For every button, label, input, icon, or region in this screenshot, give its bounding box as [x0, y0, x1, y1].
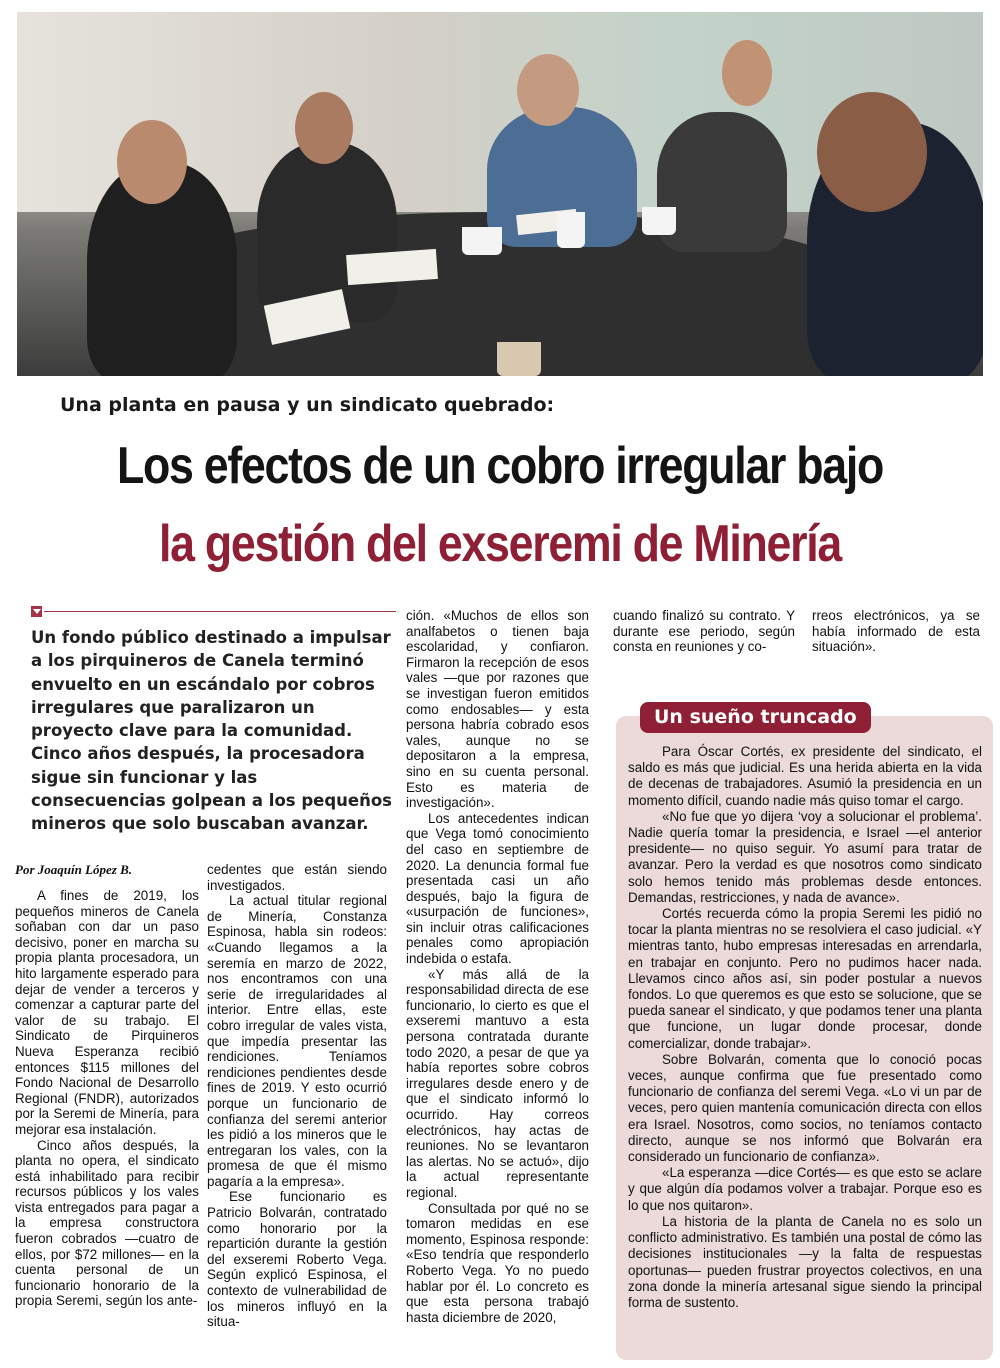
- body-paragraph: Ese funcionario es Patricio Bolvarán, contratado como honorario por la repartición durante la gestión del exseremi Roberto Vega. Según explicó Espinosa, el contexto de vulnerabilidad de los mineros influyó en la situa-: [207, 1189, 387, 1330]
- body-column-5: [812, 608, 980, 655]
- triangle-down-icon: [31, 606, 42, 617]
- sidebar-title: Un sueño truncado: [640, 702, 871, 733]
- body-paragraph: A fines de 2019, los pequeños mineros de Canela soñaban con dar un paso decisivo, poner en marcha su propia planta procesadora, un hito largamente esperado para dejar de vender a terceros y comenzar a capturar parte del valor de su trabajo. El Sindicato de Pirquineros Nueva Esperanza recibió entonces $115 millones del Fondo Nacional de Desarrollo Regional (FNDR), autorizados por la Seremi de Minería, para mejorar esa instalación.: [15, 888, 199, 1137]
- sidebar-paragraph: «No fue que yo dijera ‘voy a solucionar el problema’. Nadie quería tomar la presidencia, e Israel —el anterior presidente— no quiso seguir. Yo asumí para tratar de avanzar. Pero la verdad es que nosotros como sindicato solo hemos tenido más problemas desde entonces. Demandas, restricciones, y nada de avance».: [628, 808, 982, 905]
- body-paragraph: rreos electrónicos, ya se había informado de esta situación».: [812, 608, 980, 655]
- body-paragraph: «Y más allá de la responsabilidad directa de ese funcionario, lo cierto es que el exseremi mantuvo a esta persona contratada durante todo 2020, a pesar de que ya había reportes sobre cobros irregulares desde enero y de que el sindicato informó lo ocurrido. Hay correos electrónicos, hay actas de reuniones. No se levantaron las alertas. No se actuó», dijo la actual representante regional.: [406, 966, 589, 1200]
- photo-cup-1: [462, 227, 502, 255]
- body-column-2: [207, 862, 387, 1330]
- body-column-4: [613, 608, 795, 655]
- body-paragraph: La actual titular regional de Minería, Constanza Espinosa, habla sin rodeos: «Cuando llegamos a la seremía en marzo de 2022, nos encontramos con una serie de irregularidades al interior. Entre ellas, este cobro irregular de vales vista, que impedía presentar las rendiciones. Teníamos rendiciones pendientes desde fines de 2019. Y esto ocurrió porque un funcionario de confianza del seremi anterior les pidió a los mineros que le entregaran los vales, con la promesa de que él mismo pagaría a la empresa».: [207, 893, 387, 1189]
- photo-head-2: [295, 92, 353, 164]
- body-paragraph: ción. «Muchos de ellos son analfabetos o tienen baja escolaridad, y confiaron. Firmaron la recepción de esos vales —que por razones que se investigan fueron emitidos como endosables— y esta persona habría cobrado esos vales, aunque no se depositaron a la empresa, sino en su cuenta personal. Esto es materia de investigación».: [406, 608, 589, 811]
- body-column-3: [406, 608, 589, 1325]
- photo-cup-3: [642, 207, 676, 235]
- photo-paper-1: [346, 249, 438, 285]
- photo-head-1: [117, 120, 187, 204]
- photo-person-4: [657, 112, 787, 252]
- lead-paragraph: Un fondo público destinado a impulsar a los pirquineros de Canela terminó envuelto en un escándalo por cobros irregulares que paralizaron un proyecto clave para la comunidad. Cinco años después, la procesadora sigue sin funcionar y las consecuencias golpean a los pequeños mineros que solo buscaban avanzar.: [31, 628, 392, 834]
- body-paragraph: cedentes que están siendo investigados.: [207, 862, 387, 893]
- article-photo: [17, 12, 983, 376]
- sidebar-paragraph: «La esperanza —dice Cortés— es que esto se aclare y que algún día podamos volver a trabajar. Porque eso es lo que nos quitaron».: [628, 1165, 982, 1213]
- body-paragraph: Consultada por qué no se tomaron medidas en ese momento, Espinosa responde: «Eso tendría que responderlo Roberto Vega. Yo no puedo hablar por él. Lo concreto es que esta persona trabajó hasta diciembre de 2020,: [406, 1200, 589, 1325]
- sidebar-paragraph: Para Óscar Cortés, ex presidente del sindicato, el saldo es más que judicial. Es una herida abierta en la vida de decenas de trabajadores. Asumió la presidencia en un momento difícil, cuando nadie más quiso tomar el cargo.: [628, 744, 982, 808]
- photo-head-4: [722, 40, 772, 106]
- sidebar-text: [628, 744, 982, 1311]
- body-paragraph: Los antecedentes indican que Vega tomó conocimiento del caso en septiembre de 2020. La denuncia formal fue presentada casi un año después, bajo la figura de «usurpación de funciones», sin incluir otras calificaciones penales como apropiación indebida o estafa.: [406, 810, 589, 967]
- photo-head-3: [517, 54, 579, 126]
- headline-line-2: la gestión del exseremi de Minería: [159, 515, 841, 573]
- sidebar-paragraph: Cortés recuerda cómo la propia Seremi les pidió no tocar la planta mientras no se resolviera el caso judicial. «Y mientras tanto, hubo empresas interesadas en arrendarla, en trabajar en conjunto. Pero no pudimos hacer nada. Llevamos cinco años así, sin poder postular a nuevos fondos. Lo que queremos es que esto se solucione, que se pueda sanear el sindicato, y que podamos tener una planta que funcione, un lugar donde procesar, donde comercializar, donde trabajar».: [628, 906, 982, 1051]
- headline-line-1: Los efectos de un cobro irregular bajo: [116, 437, 884, 495]
- photo-head-5: [817, 92, 927, 212]
- photo-cup-4: [497, 342, 541, 376]
- body-paragraph: cuando finalizó su contrato. Y durante ese periodo, según consta en reuniones y co-: [613, 608, 795, 655]
- sidebar-paragraph: Sobre Bolvarán, comenta que lo conoció pocas veces, aunque confirma que fue presentado como funcionario de confianza del seremi Vega. «Lo vi un par de veces, pero quien mantenía comunicación directa con ellos era Israel. Nosotros, como socios, no teníamos contacto directo, aunque se nos informó que Bolvarán era considerado un funcionario de confianza».: [628, 1051, 982, 1165]
- lead-rule: [44, 611, 396, 612]
- body-paragraph: Cinco años después, la planta no opera, el sindicato está inhabilitado para recibir recursos públicos y los vales vista entregados para pagar a la empresa constructora fueron cobrados —cuatro de ellos, por $72 millones— en la cuenta personal de un funcionario honorario de la propia Seremi, según los ante-: [15, 1137, 199, 1309]
- byline: Por Joaquín López B.: [15, 862, 133, 877]
- photo-cup-2: [557, 212, 585, 248]
- body-column-1: [15, 888, 199, 1309]
- sidebar-paragraph: La historia de la planta de Canela no es solo un conflicto administrativo. Es también una postal de cómo las decisiones institucionales —y la falta de respuestas oportunas— pueden frustrar proyectos colectivos, en una zona donde la minería artesanal sigue siendo la principal forma de sustento.: [628, 1213, 982, 1310]
- kicker: Una planta en pausa y un sindicato quebrado:: [60, 394, 555, 416]
